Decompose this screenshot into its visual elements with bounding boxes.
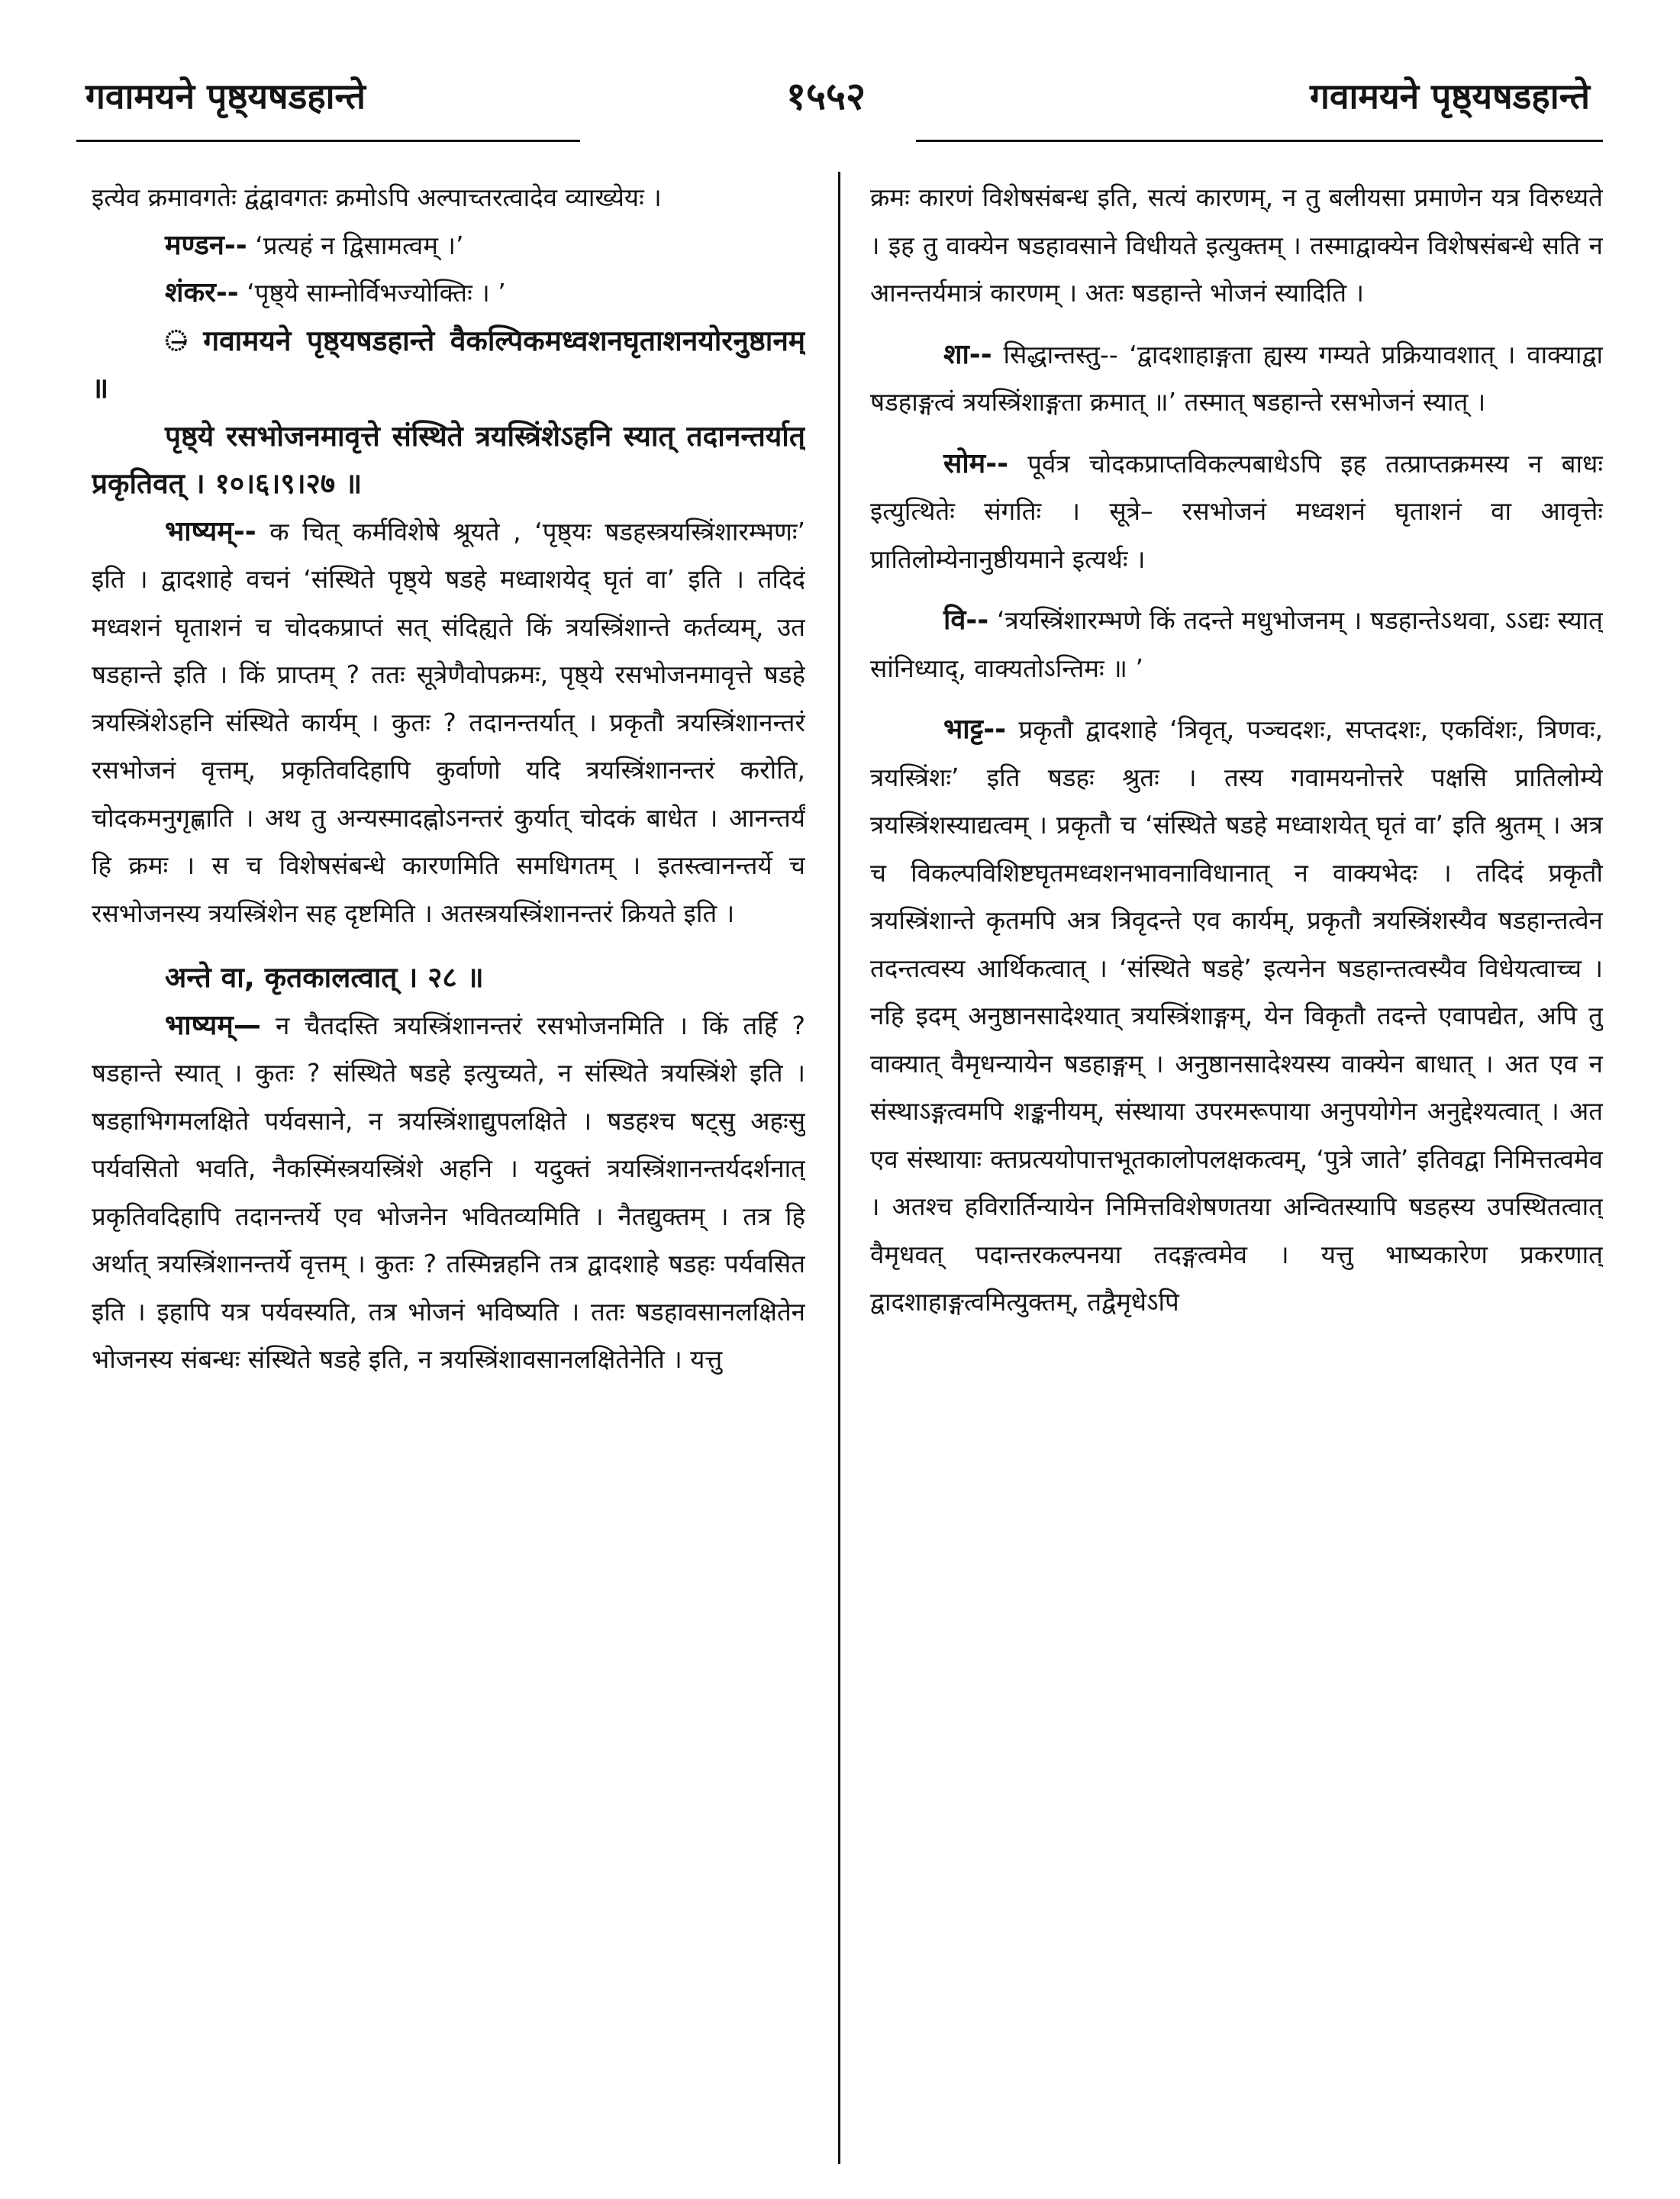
paragraph-text: इत्येव क्रमावगतेः द्वंद्वावगतः क्रमोऽपि अल्पाच्तरत्वादेव व्याख्येयः । (92, 182, 662, 212)
commentator-label: भाष्यम्-- (165, 515, 256, 547)
paragraph-text: पूर्वत्र चोदकप्राप्तविकल्पबाधेऽपि इह तत्प्राप्तक्रमस्य न बाधः इत्युत्थितेः संगतिः । सूत्रे– रसभोजनं मध्वशनं घृताशनं वा आवृत्तेः प्रातिलोम्येनानुष्ठीयमाने इत्यर्थः । (870, 448, 1603, 574)
paragraph-text: क चित् कर्मविशेषे श्रूयते , ‘पृष्ठ्यः षडहस्त्रयस्त्रिंशारम्भणः’ इति । द्वादशाहे वचनं ‘संस्थिते पृष्ठ्ये षडहे मध्वाशयेद् घृतं वा’ इति । तदिदं मध्वशनं घृताशनं च चोदकप्राप्तं सत् संदिह्यते किं त्रयस्त्रिंशान्ते कर्तव्यम्, उत षडहान्ते इति । किं प्राप्तम् ? ततः सूत्रेणैवोपक्रमः, पृष्ठ्ये रसभोजनमावृत्ते षडहे त्रयस्त्रिंशेऽहनि संस्थिते कार्यम् । कुतः ? तदानन्तर्यात् । प्रकृतौ त्रयस्त्रिंशानन्तरं रसभोजनं वृत्तम्, प्रकृतिवदिहापि कुर्वाणो यदि त्रयस्त्रिंशानन्तरं करोति, चोदकमनुगृह्णाति । अथ तु अन्यस्मादह्नोऽनन्तरं कुर्यात् चोदकं बाधेत । आनन्तर्यं हि क्रमः । स च विशेषसंबन्धे कारणमिति समधिगतम् । इतस्त्वानन्तर्ये च रसभोजनस्य त्रयस्त्रिंशेन सह दृष्टमिति । अतस्त्रयस्त्रिंशानन्तरं क्रियते इति । (92, 516, 805, 928)
commentator-label: भाष्यम्— (165, 1009, 261, 1041)
paragraph-text: प्रकृतौ द्वादशाहे ‘त्रिवृत्, पञ्चदशः, सप्तदशः, एकविंशः, त्रिणवः, त्रयस्त्रिंशः’ इति षडहः श्रुतः । तस्य गवामयनोत्तरे पक्षसि प्रातिलोम्ये त्रयस्त्रिंशस्याद्यत्वम् । प्रकृतौ च ‘संस्थिते षडहे मध्वाशयेत् घृतं वा’ इति श्रुतम् । अत्र च विकल्पविशिष्टघृतमध्वशनभावनाविधानात् न वाक्यभेदः । तदिदं प्रकृतौ त्रयस्त्रिंशान्ते कृतमपि अत्र त्रिवृदन्ते एव कार्यम्, प्रकृतौ त्रयस्त्रिंशस्यैव षडहान्तत्वेन तदन्तत्वस्य आर्थिकत्वात् । ‘संस्थिते षडहे’ इत्यनेन षडहान्तत्वस्यैव विधेयत्वाच्च । नहि इदम् अनुष्ठानसादेश्यात् त्रयस्त्रिंशाङ्गम्, येन विकृतौ तदन्ते एवापद्येत, अपि तु वाक्यात् वैमृधन्यायेन षडहाङ्गम् । अनुष्ठानसादेश्यस्य वाक्येन बाधात् । अत एव न संस्थाऽङ्गत्वमपि शङ्कनीयम्, संस्थाया उपरमरूपाया अनुपयोगेन अनुद्देश्यत्वात् । अत एव संस्थायाः क्तप्रत्ययोपात्तभूतकालोपलक्षकत्वम्, ‘पुत्रे जाते’ इतिवद्वा निमित्तत्वमेव । अतश्च हविरार्तिन्यायेन निमित्तविशेषणतया अन्वितस्यापि षडहस्य उपस्थितत्वात् वैमृधवत् पदान्तरकल्पनया तदङ्गत्वमेव । यत्तु भाष्यकारेण प्रकरणात् द्वादशाहाङ्गत्वमित्युक्तम्, तद्वैमृधेऽपि (870, 714, 1603, 1317)
commentator-label: सोम-- (943, 447, 1009, 479)
commentator-label: शा-- (943, 338, 992, 370)
right-column (870, 174, 1603, 2159)
paragraph-text: ‘पृष्ठ्ये साम्नोर्विभज्योक्तिः । ’ (238, 278, 506, 308)
sutra-line: पृष्ठ्ये रसभोजनमावृत्ते संस्थिते त्रयस्त्रिंशेऽहनि स्यात् तदानन्तर्यात् प्रकृतिवत् । १०।६।९।२७ ॥ (92, 419, 805, 500)
commentator-label: भाट्ट-- (943, 714, 1007, 745)
left-column (92, 174, 805, 2159)
labeled-paragraph (92, 1002, 805, 1384)
labeled-paragraph (870, 331, 1603, 427)
paragraph-text: ‘प्रत्यहं न द्विसामत्वम् ।’ (247, 230, 464, 260)
running-header-right: गवामयने पृष्ठ्यषडहान्ते (1310, 76, 1590, 117)
page-number: १५५२ (786, 74, 866, 118)
labeled-paragraph (92, 508, 805, 938)
labeled-paragraph (92, 222, 805, 270)
labeled-paragraph (870, 440, 1603, 584)
labeled-paragraph (870, 597, 1603, 692)
commentator-label: मण्डन-- (165, 229, 247, 261)
paragraph-text: ‘त्रयस्त्रिंशारम्भणे किं तदन्ते मधुभोजनम् । षडहान्तेऽथवा, ऽऽद्यः स्यात् सांनिध्याद्, वाक्यतोऽन्तिमः ॥ ’ (870, 605, 1603, 683)
paragraph (870, 174, 1603, 318)
labeled-paragraph (92, 269, 805, 318)
header-rule (76, 140, 1603, 142)
sutra-text (92, 413, 805, 508)
sutra-line: अन्ते वा, कृतकालत्वात् । २८ ॥ (165, 961, 484, 994)
paragraph-text: सिद्धान्तस्तु-- ‘द्वादशाहाङ्गता ह्यस्य गम्यते प्रक्रियावशात् । वाक्याद्वा षडहाङ्गत्वं त्रयस्त्रिंशाङ्गता क्रमात् ॥’ तस्मात् षडहान्ते रसभोजनं स्यात् । (870, 339, 1603, 417)
paragraph (92, 174, 805, 222)
running-header-left: गवामयने पृष्ठ्यषडहान्ते (85, 76, 366, 117)
heading-text: ᳔ गवामयने पृष्ठ्यषडहान्ते वैकल्पिकमध्वशनघृताशनयोरनुष्ठानम् ॥ (92, 324, 805, 405)
labeled-paragraph (870, 706, 1603, 1327)
commentator-label: वि-- (943, 605, 989, 636)
section-heading (92, 318, 805, 413)
column-divider (838, 172, 840, 2164)
commentator-label: शंकर-- (165, 277, 239, 308)
sutra-text (92, 954, 805, 1002)
paragraph-text: न चैतदस्ति त्रयस्त्रिंशानन्तरं रसभोजनमिति । किं तर्हि ? षडहान्ते स्यात् । कुतः ? संस्थिते षडहे इत्युच्यते, न संस्थिते त्रयस्त्रिंशे इति । षडहाभिगमलक्षिते पर्यवसाने, न त्रयस्त्रिंशाद्युपलक्षिते । षडहश्च षट्सु अहःसु पर्यवसितो भवति, नैकस्मिंस्त्रयस्त्रिंशे अहनि । यदुक्तं त्रयस्त्रिंशानन्तर्यदर्शनात् प्रकृतिवदिहापि तदानन्तर्ये एव भोजनेन भवितव्यमिति । नैतद्युक्तम् । तत्र हि अर्थात् त्रयस्त्रिंशानन्तर्ये वृत्तम् । कुतः ? तस्मिन्नहनि तत्र द्वादशाहे षडहः पर्यवसित इति । इहापि यत्र पर्यवस्यति, तत्र भोजनं भविष्यति । ततः षडहावसानलक्षितेन भोजनस्य संबन्धः संस्थिते षडहे इति, न त्रयस्त्रिंशावसानलक्षितेनेति । यत्तु (92, 1010, 805, 1374)
paragraph-text: क्रमः कारणं विशेषसंबन्ध इति, सत्यं कारणम्, न तु बलीयसा प्रमाणेन यत्र विरुध्यते । इह तु वाक्येन षडहावसाने विधीयते इत्युक्तम् । तस्माद्वाक्येन विशेषसंबन्धे सति न आनन्तर्यमात्रं कारणम् । अतः षडहान्ते भोजनं स्यादिति । (870, 182, 1603, 308)
